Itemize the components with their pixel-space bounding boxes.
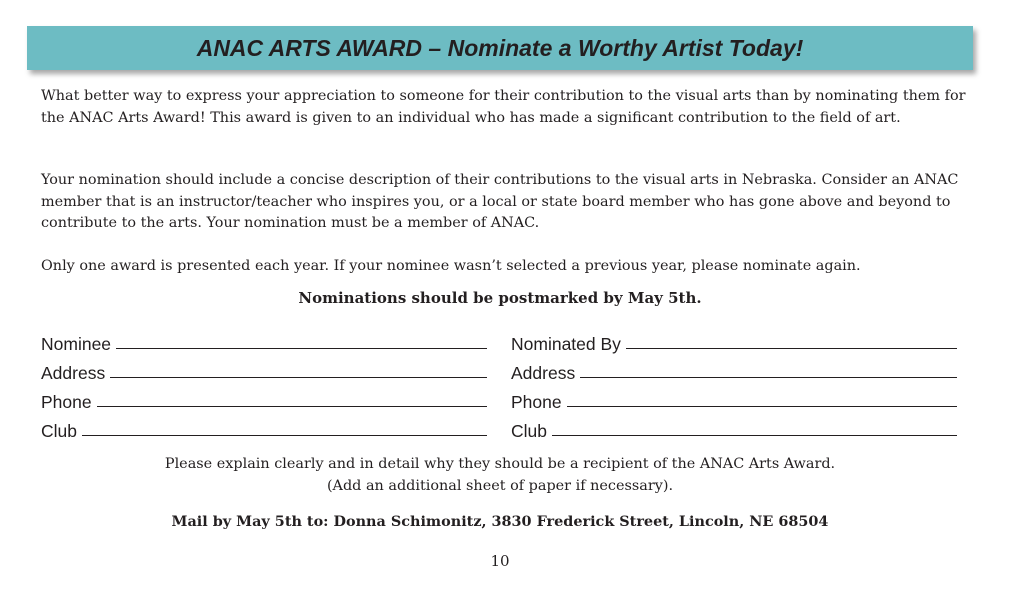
intro-paragraph-3: Only one award is presented each year. If your nominee wasn’t selected a previous year, please nominate again. [41, 258, 861, 274]
nominator-phone-row [511, 383, 957, 412]
nominee-club-label: Club [41, 421, 77, 441]
explanation-instructions [0, 453, 1000, 497]
nominated-by-field[interactable] [626, 328, 957, 349]
nominee-phone-row [41, 383, 487, 412]
nominee-address-field[interactable] [110, 357, 487, 378]
mailing-address: Mail by May 5th to: Donna Schimonitz, 3830 Frederick Street, Lincoln, NE 68504 [171, 513, 829, 530]
nominator-form-section [511, 325, 957, 441]
nominated-by-label: Nominated By [511, 334, 621, 354]
intro-paragraph-1: What better way to express your appreciation to someone for their contribution to the visual arts than by nominating them for the ANAC Arts Award! This award is given to an individual who has made a significant contribution to the field of art. [41, 88, 966, 126]
nominator-club-field[interactable] [552, 415, 957, 436]
nominee-club-row [41, 412, 487, 441]
nominee-club-field[interactable] [82, 415, 487, 436]
nominee-address-row [41, 354, 487, 383]
nominee-label: Nominee [41, 334, 112, 354]
nominee-address-label: Address [41, 363, 106, 383]
nominee-phone-field[interactable] [97, 386, 487, 407]
nominator-address-label: Address [511, 363, 576, 383]
nominee-form-section [41, 325, 487, 441]
intro-paragraph-2: Your nomination should include a concise description of their contributions to the visual arts in Nebraska. Consider an ANAC member that is an instructor/teacher who inspires you, or a local or state board member who has gone above and beyond to contribute to the arts. Your nomination must be a member of ANAC. [41, 172, 959, 231]
nominator-address-row [511, 354, 957, 383]
deadline-notice: Nominations should be postmarked by May 5th. [298, 289, 702, 307]
nominee-phone-label: Phone [41, 392, 92, 412]
nominator-phone-label: Phone [511, 392, 562, 412]
explanation-line-2: (Add an additional sheet of paper if necessary). [326, 478, 674, 494]
explanation-line-1: Please explain clearly and in detail why they should be a recipient of the ANAC Arts Award. [164, 456, 836, 472]
title-banner [27, 26, 973, 70]
nominator-phone-field[interactable] [567, 386, 957, 407]
nominator-club-row [511, 412, 957, 441]
nominee-field[interactable] [116, 328, 487, 349]
page-number: 10 [490, 552, 510, 570]
nominated-by-row [511, 325, 957, 354]
page-title: ANAC ARTS AWARD – Nominate a Worthy Artist Today! [196, 34, 804, 61]
nominator-club-label: Club [511, 421, 547, 441]
nominee-row [41, 325, 487, 354]
nominator-address-field[interactable] [580, 357, 957, 378]
